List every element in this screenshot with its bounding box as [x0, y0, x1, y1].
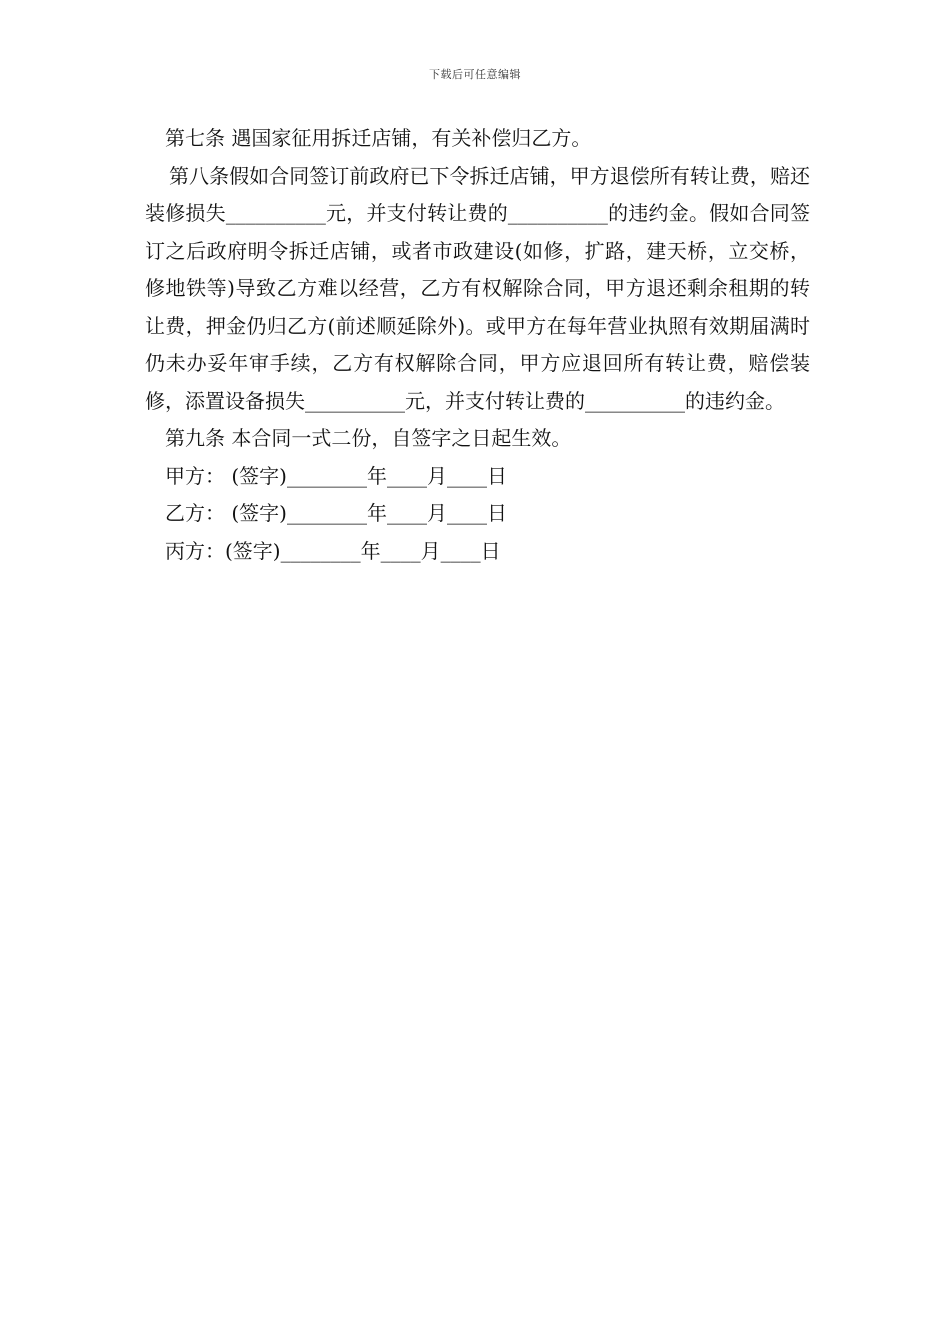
page-header: 下载后可任意编辑: [429, 68, 521, 81]
signature-party-a: 甲方： (签字)________年____月____日: [165, 463, 507, 488]
article-7: 第七条 遇国家征用拆迁店铺，有关补偿归乙方。: [165, 126, 592, 150]
article-9: 第九条 本合同一式二份，自签字之日起生效。: [165, 426, 572, 450]
document-body: [145, 120, 810, 570]
signature-party-b: 乙方： (签字)________年____月____日: [165, 501, 507, 525]
signature-party-c: 丙方：(签字)________年____月____日: [165, 538, 501, 563]
article-8: 第八条假如合同签订前政府已下令拆迁店铺，甲方退偿所有转让费，赔还装修损失__________元，并支付转让费的__________的违约金。假如合同签订之后政府明令拆迁店铺，或者市政建设(如修，扩路，建天桥，立交桥，修地铁等)导致乙方难以经营，乙方有权解除合同，甲方退还剩余租期的转让费，押金仍归乙方(前述顺延除外)。或甲方在每年营业执照有效期届满时仍未办妥年审手续，乙方有权解除合同，甲方应退回所有转让费，赔偿装修，添置设备损失__________元，并支付转让费的__________的违约金。: [145, 163, 810, 413]
